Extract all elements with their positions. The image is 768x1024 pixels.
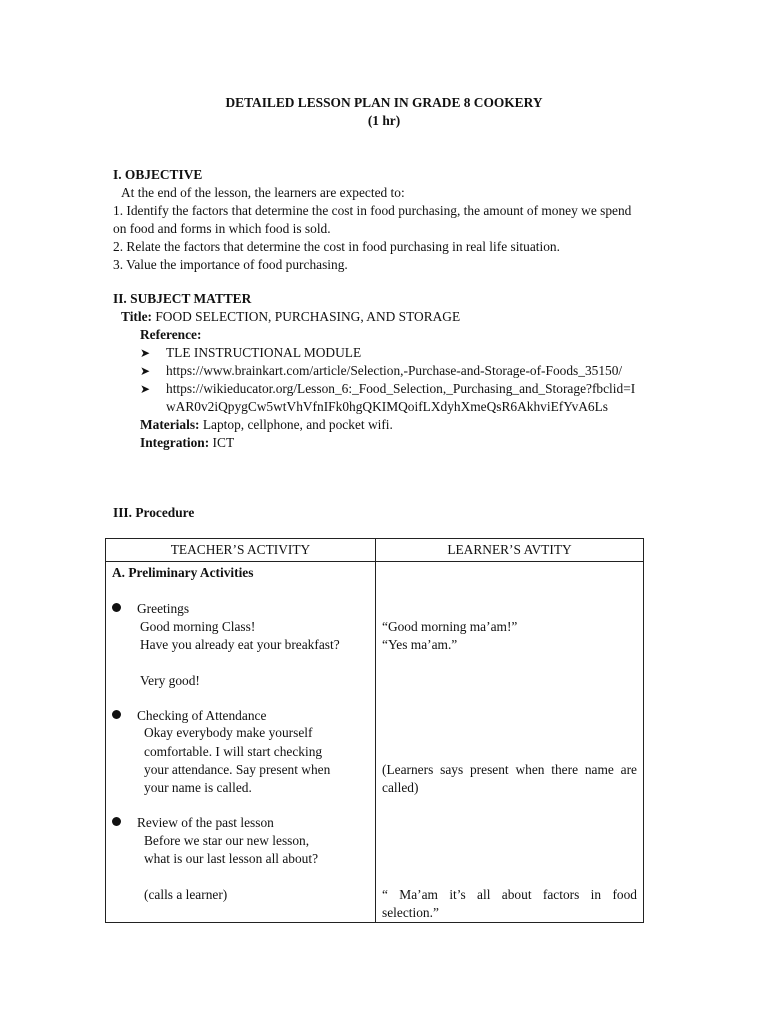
reference-label: Reference:: [140, 327, 202, 342]
reference-link[interactable]: https://www.brainkart.com/article/Selection,-Purchase-and-Storage-of-Foods_35150/: [166, 363, 623, 378]
teacher-line: Have you already eat your breakfast?: [140, 637, 340, 652]
arrow-bullet-icon: ➤: [140, 364, 151, 378]
reference-item: ➤ TLE INSTRUCTIONAL MODULE: [140, 345, 362, 360]
learner-line: (Learners says present when there name are called): [382, 762, 637, 795]
integration-value: ICT: [212, 435, 235, 450]
objective-item: 3. Value the importance of food purchasing.: [113, 257, 348, 272]
procedure-heading: III. Procedure: [113, 505, 195, 520]
teacher-line: Good morning Class!: [140, 619, 256, 634]
document-duration: (1 hr): [367, 113, 401, 128]
subject-matter-section: [113, 290, 643, 452]
table-row: [106, 562, 644, 923]
learner-activity-header: LEARNER’S AVTITY: [376, 539, 644, 562]
bullet-dot-icon: [112, 710, 121, 719]
learner-activity-cell: [376, 562, 644, 923]
teacher-activity-header: TEACHER’S ACTIVITY: [106, 539, 376, 562]
learner-line: “Yes ma’am.”: [382, 637, 458, 652]
objective-heading: I. OBJECTIVE: [113, 167, 203, 182]
teacher-line: Before we star our new lesson,: [144, 833, 310, 848]
arrow-bullet-icon: ➤: [140, 382, 151, 396]
learner-line: “ Ma’am it’s all about factors in food selection.”: [382, 887, 637, 920]
subject-title-value: FOOD SELECTION, PURCHASING, AND STORAGE: [155, 309, 461, 324]
procedure-table: [105, 538, 644, 923]
reference-item: [140, 380, 643, 416]
table-header-row: [106, 539, 644, 562]
teacher-line: your attendance. Say present when: [144, 762, 331, 777]
document-title: DETAILED LESSON PLAN IN GRADE 8 COOKERY: [225, 95, 543, 110]
materials-label: Materials:: [140, 417, 200, 432]
list-item: Greetings: [112, 600, 369, 618]
objective-section: [113, 166, 643, 274]
objective-item: 1. Identify the factors that determine the cost in food purchasing, the amount of money we spend on food and forms in which food is sold.: [113, 203, 632, 236]
objective-item: 2. Relate the factors that determine the cost in food purchasing in real life situation.: [113, 239, 560, 254]
learner-line: “Good morning ma’am!”: [382, 619, 518, 634]
teacher-line: Very good!: [140, 673, 200, 688]
teacher-line: your name is called.: [144, 780, 252, 795]
teacher-line: comfortable. I will start checking: [144, 744, 323, 759]
subject-title-label: Title:: [121, 309, 152, 324]
list-item: Review of the past lesson: [112, 814, 369, 832]
teacher-line: what is our last lesson all about?: [144, 851, 319, 866]
list-item: Checking of Attendance: [112, 707, 369, 725]
bullet-dot-icon: [112, 817, 121, 826]
subject-heading: II. SUBJECT MATTER: [113, 291, 252, 306]
teacher-line: Okay everybody make yourself: [144, 725, 313, 740]
integration-label: Integration:: [140, 435, 210, 450]
teacher-line: (calls a learner): [144, 887, 228, 902]
preliminary-activities-heading: A. Preliminary Activities: [112, 565, 254, 580]
objective-intro: At the end of the lesson, the learners are expected to:: [121, 185, 405, 200]
reference-link[interactable]: https://wikieducator.org/Lesson_6:_Food_Selection,_Purchasing_and_Storage?fbclid=IwAR0v2iQpygCw5wtVhVfnIFk0hgQKIMQoifLXdyhXmeQsR6AkhviEfYvA6Ls: [166, 381, 636, 414]
arrow-bullet-icon: ➤: [140, 346, 151, 360]
materials-value: Laptop, cellphone, and pocket wifi.: [202, 417, 393, 432]
document-title-block: [0, 94, 768, 130]
reference-item: [140, 362, 643, 380]
teacher-activity-cell: [106, 562, 376, 923]
bullet-dot-icon: [112, 603, 121, 612]
